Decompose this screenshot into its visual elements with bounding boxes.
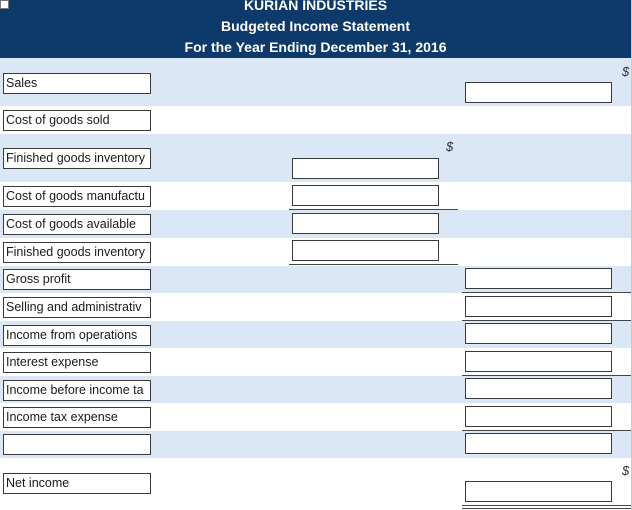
net-income-label[interactable]: Net income: [3, 473, 151, 494]
currency-symbol: $: [622, 463, 630, 478]
interest-expense-label[interactable]: Interest expense: [3, 352, 151, 373]
cogm-input[interactable]: [292, 185, 439, 206]
income-tax-expense-input[interactable]: [465, 406, 612, 427]
finished-goods-beginning-input[interactable]: [292, 158, 439, 179]
blank-amount-input[interactable]: [465, 433, 612, 454]
finished-goods-beginning-label[interactable]: Finished goods inventory: [3, 148, 151, 169]
finished-goods-ending-input[interactable]: [292, 240, 439, 261]
double-underline-top: [462, 505, 631, 506]
subtotal-underline: [462, 292, 631, 293]
finished-goods-ending-label[interactable]: Finished goods inventory: [3, 242, 151, 263]
cogs-available-input[interactable]: [292, 213, 439, 234]
double-underline-bottom: [462, 508, 631, 509]
selling-admin-label[interactable]: Selling and administrativ: [3, 297, 151, 318]
cogm-label[interactable]: Cost of goods manufactu: [3, 186, 151, 207]
income-before-taxes-input[interactable]: [465, 378, 612, 399]
subtotal-underline: [289, 209, 458, 210]
blank-label-input[interactable]: [3, 434, 151, 455]
sales-label[interactable]: Sales: [3, 73, 151, 94]
subtotal-underline: [462, 375, 631, 376]
statement-period: For the Year Ending December 31, 2016: [184, 39, 447, 55]
subtotal-underline: [462, 320, 631, 321]
income-tax-expense-label[interactable]: Income tax expense: [3, 407, 151, 428]
interest-expense-input[interactable]: [465, 351, 612, 372]
income-before-taxes-label[interactable]: Income before income ta: [3, 380, 151, 401]
currency-symbol: $: [446, 139, 454, 154]
income-from-operations-label[interactable]: Income from operations: [3, 325, 151, 346]
currency-symbol: $: [622, 64, 630, 79]
statement-header: [0, 0, 631, 58]
income-from-operations-input[interactable]: [465, 323, 612, 344]
sales-amount-input[interactable]: [465, 82, 612, 103]
cogs-available-label[interactable]: Cost of goods available: [3, 214, 151, 235]
cell-corner-marker: [0, 0, 9, 9]
company-name: KURIAN INDUSTRIES: [243, 0, 388, 13]
gross-profit-label[interactable]: Gross profit: [3, 269, 151, 290]
net-income-input[interactable]: [465, 481, 612, 502]
cogs-label[interactable]: Cost of goods sold: [3, 110, 151, 131]
statement-title: Budgeted Income Statement: [220, 18, 411, 34]
subtotal-underline: [462, 430, 631, 431]
subtotal-underline: [289, 264, 458, 265]
gross-profit-input[interactable]: [465, 268, 612, 289]
selling-admin-input[interactable]: [465, 296, 612, 317]
